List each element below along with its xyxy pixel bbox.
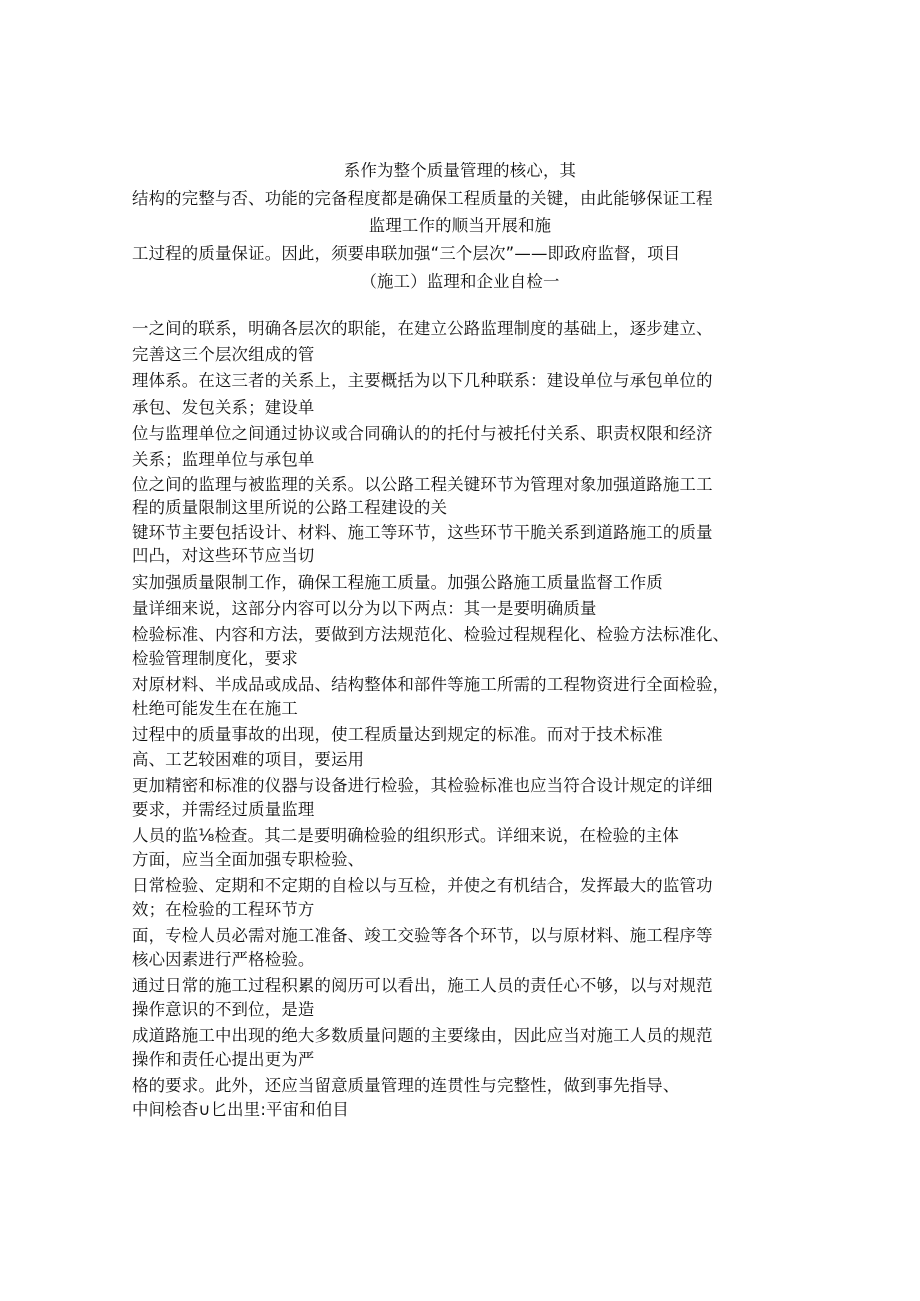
text-line: 工过程的质量保证。因此，须要串联加强“三个层次”——即政府监督，项目 bbox=[132, 244, 681, 263]
text-line: 对原材料、半成品或成品、结构整体和部件等施工所需的工程物资进行全面检验， bbox=[132, 675, 730, 694]
text-line: 操作意识的不到位，是造 bbox=[132, 1000, 315, 1019]
text-line: 效；在检验的工程环节方 bbox=[132, 900, 315, 919]
centered-text-line: 监理工作的顺当开展和施 bbox=[368, 216, 552, 235]
text-line: 检验管理制度化，要求 bbox=[132, 649, 298, 668]
text-line: 理体系。在这三者的关系上，主要概括为以下几种联系：建设单位与承包单位的 bbox=[132, 371, 713, 390]
text-line: 位与监理单位之间通过协议或合同确认的的托付与被托付关系、职责权限和经济 bbox=[132, 424, 713, 443]
text-line: 高、工艺较困难的项目，要运用 bbox=[132, 750, 365, 769]
text-line: 承包、发包关系；建设单 bbox=[132, 398, 315, 417]
text-line: 格的要求。此外，还应当留意质量管理的连贯性与完整性，做到事先指导、 bbox=[132, 1076, 680, 1095]
text-line: 要求，并需经过质量监理 bbox=[132, 800, 315, 819]
centered-text-line: （施工）监理和企业自检一 bbox=[360, 272, 560, 291]
text-line: 中间桧杳∪匕出里:平宙和伯目 bbox=[132, 1100, 350, 1119]
text-line: 更加精密和标准的仪器与设备进行检验，其检验标准也应当符合设计规定的详细 bbox=[132, 776, 713, 795]
text-line: 日常检验、定期和不定期的自检以与互检，并使之有机结合，发挥最大的监管功 bbox=[132, 876, 713, 895]
text-line: 实加强质量限制工作，确保工程施工质量。加强公路施工质量监督工作质 bbox=[132, 573, 663, 592]
text-line: 完善这三个层次组成的管 bbox=[132, 345, 315, 364]
text-line: 键环节主要包括设计、材料、施工等环节，这些环节干脆关系到道路施工的质量 bbox=[132, 523, 713, 542]
text-line: 杜绝可能发生在在施工 bbox=[132, 699, 298, 718]
text-line: 人员的监⅛检查。其二是要明确检验的组织形式。详细来说，在检验的主体 bbox=[132, 826, 679, 845]
centered-text-line: 系作为整个质量管理的核心，其 bbox=[343, 161, 577, 180]
text-line: 程的质量限制这里所说的公路工程建设的关 bbox=[132, 498, 448, 517]
text-line: 量详细来说，这部分内容可以分为以下两点：其一是要明确质量 bbox=[132, 599, 597, 618]
text-line: 位之间的监理与被监理的关系。以公路工程关键环节为管理对象加强道路施工工 bbox=[132, 475, 713, 494]
text-line: 面，专检人员必需对施工准备、竣工交验等各个环节，以与原材料、施工程序等 bbox=[132, 926, 713, 945]
text-line: 凹凸，对这些环节应当切 bbox=[132, 546, 315, 565]
text-line: 成道路施工中出现的绝大多数质量问题的主要缘由，因此应当对施工人员的规范 bbox=[132, 1026, 713, 1045]
text-line: 一之间的联系，明确各层次的职能，在建立公路监理制度的基础上，逐步建立、 bbox=[132, 319, 713, 338]
text-line: 方面，应当全面加强专职检验、 bbox=[132, 850, 365, 869]
text-line: 检验标准、内容和方法，要做到方法规范化、检验过程规程化、检验方法标准化、 bbox=[132, 625, 730, 644]
text-line: 结构的完整与否、功能的完备程度都是确保工程质量的关键，由此能够保证工程 bbox=[132, 189, 713, 208]
text-line: 核心因素进行严格检验。 bbox=[132, 950, 315, 969]
text-line: 操作和责任心提出更为严 bbox=[132, 1050, 315, 1069]
text-line: 过程中的质量事故的出现，使工程质量达到规定的标准。而对于技术标准 bbox=[132, 725, 663, 744]
text-line: 关系；监理单位与承包单 bbox=[132, 450, 315, 469]
text-line: 通过日常的施工过程积累的阅历可以看出，施工人员的责任心不够，以与对规范 bbox=[132, 976, 713, 995]
